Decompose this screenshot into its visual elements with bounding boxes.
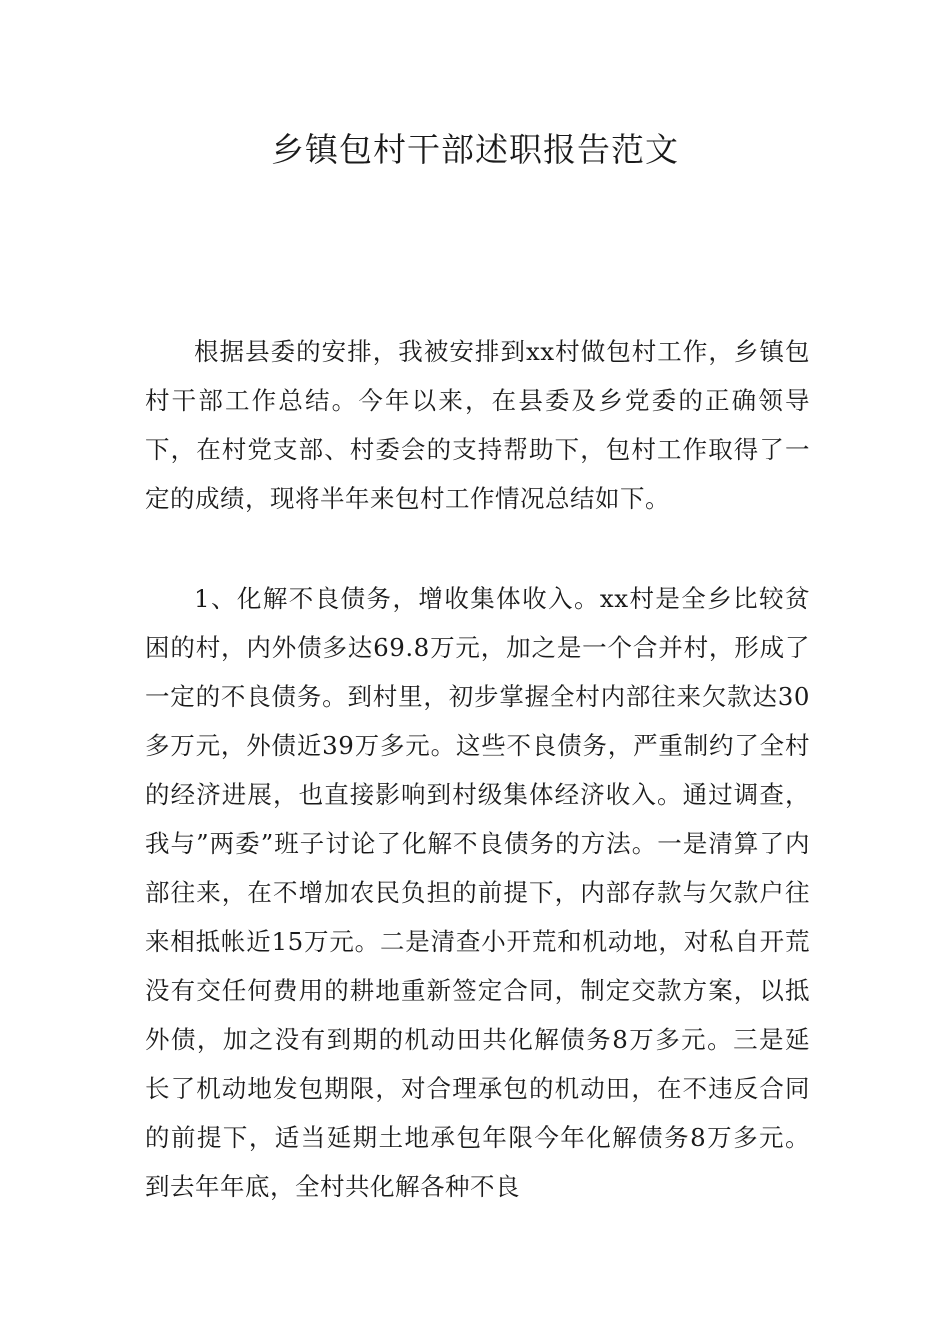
paragraph-intro: 根据县委的安排，我被安排到xx村做包村工作，乡镇包村干部工作总结。今年以来，在县委及乡党委的正确领导下，在村党支部、村委会的支持帮助下，包村工作取得了一定的成绩，现将半年来包村工作情况总结如下。 [145,337,810,513]
document-title: 乡镇包村干部述职报告范文 [271,130,679,169]
paragraph-debt-resolution: 1、化解不良债务，增收集体收入。xx村是全乡比较贫困的村，内外债多达69.8万元，加之是一个合并村，形成了一定的不良债务。到村里，初步掌握全村内部往来欠款达30多万元，外债近39万多元。这些不良债务，严重制约了全村的经济进展，也直接影响到村级集体经济收入。通过调查，我与”两委”班子讨论了化解不良债务的方法。一是清算了内部往来，在不增加农民负担的前提下，内部存款与欠款户往来相抵帐近15万元。二是清查小开荒和机动地，对私自开荒没有交任何费用的耕地重新签定合同，制定交款方案，以抵外债，加之没有到期的机动田共化解债务8万多元。三是延长了机动地发包期限，对合理承包的机动田，在不违反合同的前提下，适当延期土地承包年限今年化解债务8万多元。到去年年底，全村共化解各种不良 [145,584,810,1201]
